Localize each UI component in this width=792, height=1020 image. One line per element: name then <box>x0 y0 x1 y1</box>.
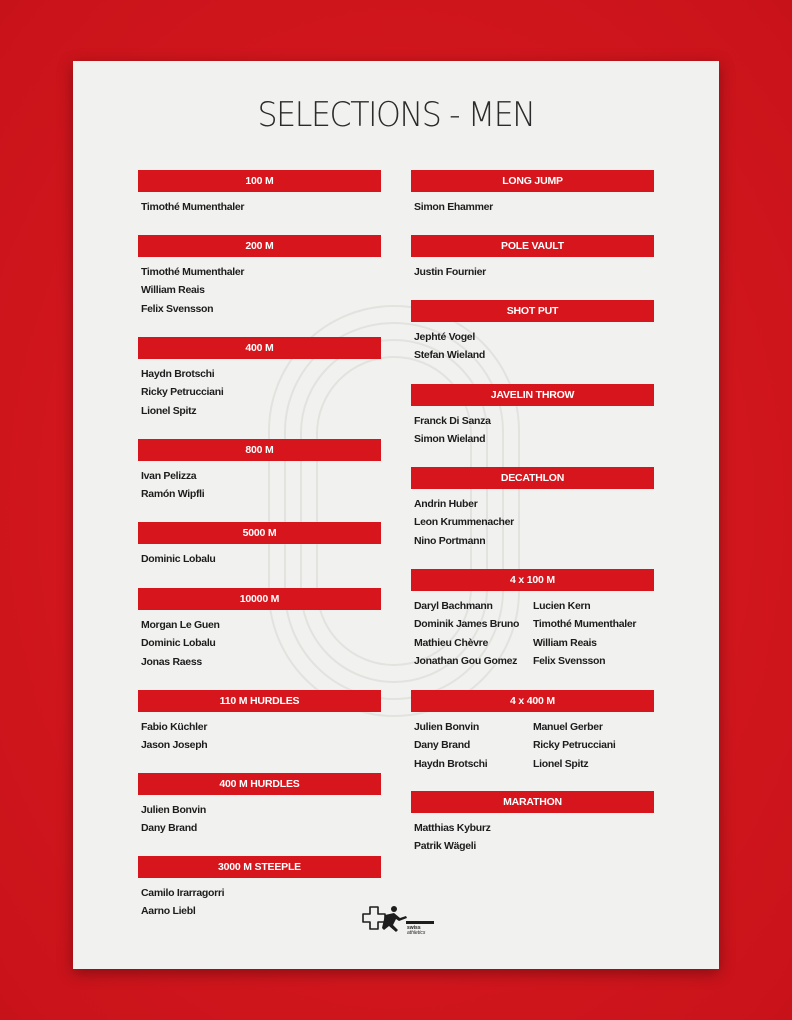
event-long-jump <box>411 170 654 216</box>
athlete-name: Felix Svensson <box>533 654 606 667</box>
athlete-name: William Reais <box>141 284 205 297</box>
logo-text-bottom: athletics <box>407 930 426 936</box>
athlete-name: Lionel Spitz <box>141 404 197 417</box>
athlete-name: William Reais <box>533 636 597 649</box>
athlete-name: Dany Brand <box>141 822 197 835</box>
event-header: 200 M <box>138 235 381 257</box>
event-header: MARATHON <box>411 791 654 813</box>
athlete-name: Julien Bonvin <box>141 804 206 816</box>
athlete-name: Manuel Gerber <box>533 721 603 733</box>
event-header: 5000 M <box>138 522 381 544</box>
event-header: DECATHLON <box>411 467 654 489</box>
event-3000m-steeple <box>138 856 381 921</box>
event-4x400m-relay <box>411 690 654 773</box>
athlete-name: Dominik James Bruno <box>414 618 520 631</box>
event-javelin-throw <box>411 384 654 449</box>
event-100m <box>138 170 381 216</box>
event-decathlon <box>411 467 654 550</box>
event-marathon <box>411 791 654 856</box>
page-title: SELECTIONS - MEN <box>257 95 535 135</box>
athlete-name: Jephté Vogel <box>414 331 475 343</box>
athlete-name: Dany Brand <box>414 739 470 752</box>
event-header: LONG JUMP <box>411 170 654 192</box>
event-header: 3000 M STEEPLE <box>138 856 381 878</box>
event-shot-put <box>411 300 654 365</box>
event-400m-hurdles <box>138 773 381 838</box>
athlete-name: Fabio Küchler <box>141 721 208 733</box>
athlete-name: Ramón Wipfli <box>141 488 205 501</box>
athlete-name: Jason Joseph <box>141 739 208 752</box>
athlete-name: Timothé Mumenthaler <box>141 266 245 278</box>
athlete-name: Matthias Kyburz <box>414 822 491 834</box>
athlete-name: Ricky Petrucciani <box>533 739 616 752</box>
athlete-name: Andrin Huber <box>414 498 478 510</box>
athlete-name: Mathieu Chèvre <box>414 636 488 649</box>
athlete-name: Haydn Brotschi <box>141 368 215 380</box>
athlete-name: Stefan Wieland <box>414 349 485 362</box>
athlete-name: Patrik Wägeli <box>414 840 477 853</box>
logo-text-top: swiss <box>407 925 421 931</box>
event-pole-vault <box>411 235 654 281</box>
athlete-name: Lionel Spitz <box>533 757 589 770</box>
athlete-name: Jonas Raess <box>141 655 202 668</box>
event-400m <box>138 337 381 420</box>
event-header: JAVELIN THROW <box>411 384 654 406</box>
event-header: 10000 M <box>138 588 381 610</box>
athlete-name: Lucien Kern <box>533 600 591 612</box>
athlete-name: Timothé Mumenthaler <box>141 201 245 213</box>
event-header: 4 x 100 M <box>411 569 654 591</box>
athlete-name: Felix Svensson <box>141 302 214 315</box>
athlete-name: Morgan Le Guen <box>141 619 220 631</box>
athlete-name: Haydn Brotschi <box>414 757 488 770</box>
athlete-name: Aarno Liebl <box>141 905 196 918</box>
event-header: 110 M HURDLES <box>138 690 381 712</box>
event-header: 100 M <box>138 170 381 192</box>
athlete-name: Ivan Pelizza <box>141 470 197 482</box>
event-header: 400 M HURDLES <box>138 773 381 795</box>
athlete-name: Dominic Lobalu <box>141 553 216 565</box>
athlete-name: Ricky Petrucciani <box>141 386 224 399</box>
athlete-name: Justin Fournier <box>414 266 486 278</box>
event-10000m <box>138 588 381 671</box>
athlete-name: Nino Portmann <box>414 534 486 547</box>
event-header: POLE VAULT <box>411 235 654 257</box>
selection-sheet <box>73 61 719 969</box>
event-header: 400 M <box>138 337 381 359</box>
event-4x100m-relay <box>411 569 654 670</box>
event-110m-hurdles <box>138 690 381 755</box>
event-800m <box>138 439 381 504</box>
athlete-name: Simon Ehammer <box>414 201 493 213</box>
athlete-name: Jonathan Gou Gomez <box>414 654 518 667</box>
athlete-name: Simon Wieland <box>414 433 486 446</box>
event-5000m <box>138 522 381 568</box>
athlete-name: Julien Bonvin <box>414 721 479 733</box>
swiss-athletics-logo <box>356 901 438 937</box>
athlete-name: Daryl Bachmann <box>414 600 493 612</box>
athlete-name: Camilo Irarragorri <box>141 887 225 899</box>
athlete-name: Leon Krummenacher <box>414 516 514 529</box>
athlete-name: Franck Di Sanza <box>414 415 491 427</box>
event-header: SHOT PUT <box>411 300 654 322</box>
event-header: 4 x 400 M <box>411 690 654 712</box>
event-200m <box>138 235 381 318</box>
athlete-name: Dominic Lobalu <box>141 637 216 650</box>
athlete-name: Timothé Mumenthaler <box>533 618 637 631</box>
event-header: 800 M <box>138 439 381 461</box>
